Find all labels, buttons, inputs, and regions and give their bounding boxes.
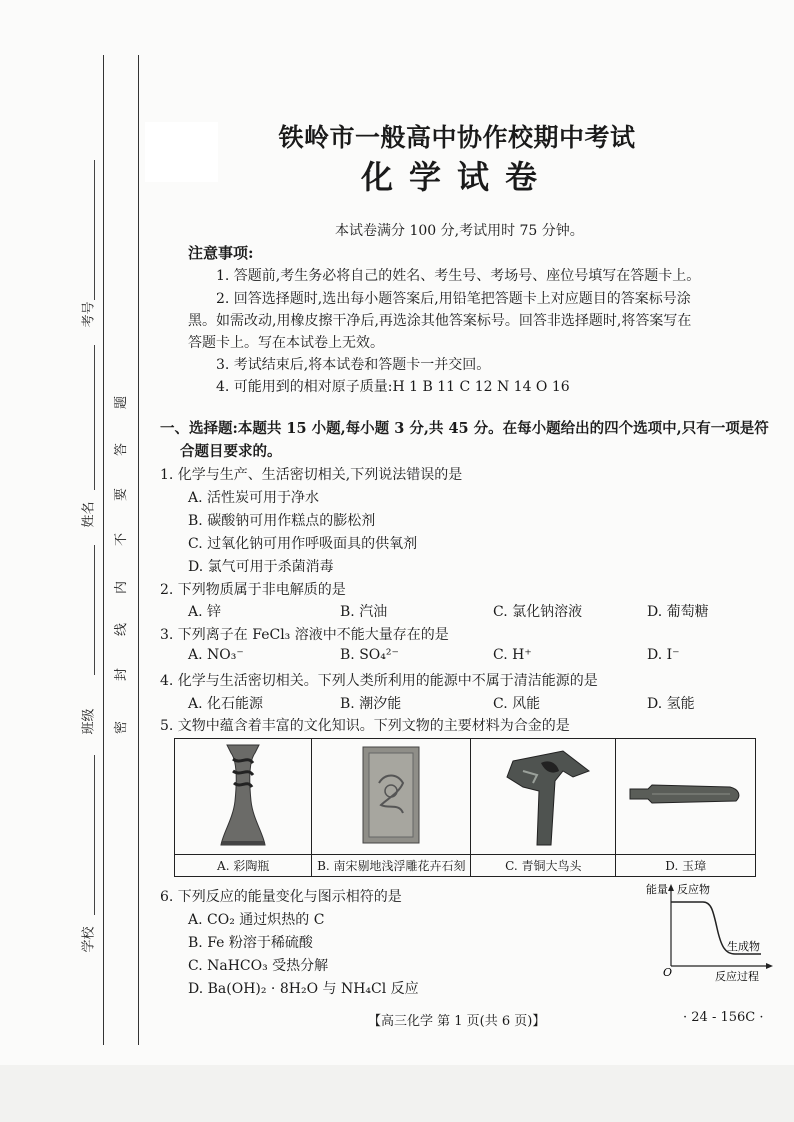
option: D. 葡萄糖 <box>647 604 709 620</box>
bronze-bird-head-image <box>493 741 593 849</box>
option: B. 碳酸钠可用作糕点的膨松剂 <box>188 513 376 529</box>
xuexiao-label: 学校 <box>81 926 97 953</box>
artifact-caption: B. 南宋剔地浅浮雕花卉石刻 <box>312 855 471 877</box>
artifact-cell <box>175 739 312 855</box>
product-label: 生成物 <box>727 940 760 953</box>
gutter-line-outer <box>103 55 104 1045</box>
option: B. SO₄²⁻ <box>340 647 399 663</box>
origin-label: O <box>663 966 673 979</box>
option: C. 氯化钠溶液 <box>493 604 583 620</box>
option: B. Fe 粉溶于稀硫酸 <box>188 935 313 951</box>
section-heading-cont: 合题目要求的。 <box>180 443 282 460</box>
option: A. 化石能源 <box>188 696 264 712</box>
question-stem: 4. 化学与生活密切相关。下列人类所利用的能源中不属于清洁能源的是 <box>160 673 598 689</box>
reaction-process-label: 反应过程 <box>715 970 759 983</box>
notice-line: 答题卡上。写在本试卷上无效。 <box>188 335 384 351</box>
artifact-caption: D. 玉璋 <box>616 855 756 877</box>
option: C. NaHCO₃ 受热分解 <box>188 958 329 974</box>
seal-char: 封 <box>114 667 130 682</box>
question-stem: 1. 化学与生产、生活密切相关,下列说法错误的是 <box>160 467 463 483</box>
xingming-label: 姓名 <box>81 501 97 528</box>
option: B. 汽油 <box>340 604 388 620</box>
option: D. 氢能 <box>647 696 695 712</box>
section-heading: 一、选择题:本题共 15 小题,每小题 3 分,共 45 分。在每小题给出的四个选项中,只有一项是符 <box>160 420 769 437</box>
notice-line: 3. 考试结束后,将本试卷和答题卡一并交回。 <box>216 357 491 373</box>
option: C. 过氧化钠可用作呼吸面具的供氧剂 <box>188 536 418 552</box>
option: D. 氯气可用于杀菌消毒 <box>188 559 334 575</box>
gutter-line-inner <box>138 55 139 1045</box>
artifact-cell <box>471 739 616 855</box>
notice-line: 1. 答题前,考生务必将自己的姓名、考生号、考场号、座位号填写在答题卡上。 <box>216 268 701 284</box>
artifact-cell <box>312 739 471 855</box>
notice-line: 2. 回答选择题时,选出每小题答案后,用铅笔把答题卡上对应题目的答案标号涂 <box>216 291 691 307</box>
banji-label: 班级 <box>81 708 97 735</box>
intro-line: 本试卷满分 100 分,考试用时 75 分钟。 <box>335 223 584 239</box>
seal-char: 答 <box>114 442 130 457</box>
question-stem: 3. 下列离子在 FeCl₃ 溶液中不能大量存在的是 <box>160 627 449 643</box>
xuexiao-field-line <box>94 755 95 915</box>
option: C. H⁺ <box>493 647 532 663</box>
jade-zhang-image <box>626 775 746 815</box>
kaohao-label: 考号 <box>81 301 97 328</box>
artifact-caption: A. 彩陶瓶 <box>175 855 312 877</box>
option: A. NO₃⁻ <box>188 647 244 663</box>
reactant-label: 反应物 <box>677 883 710 896</box>
artifact-caption: C. 青铜大鸟头 <box>471 855 616 877</box>
notice-heading: 注意事项: <box>188 244 254 262</box>
artifact-cell <box>616 739 756 855</box>
question-stem: 6. 下列反应的能量变化与图示相符的是 <box>160 889 402 905</box>
question-stem: 5. 文物中蕴含着丰富的文化知识。下列文物的主要材料为合金的是 <box>160 718 570 734</box>
seal-char: 题 <box>114 395 130 410</box>
option: D. I⁻ <box>647 647 680 663</box>
notice-line: 4. 可能用到的相对原子质量:H 1 B 11 C 12 N 14 O 16 <box>216 379 570 395</box>
seal-char: 不 <box>114 532 130 547</box>
seal-char: 要 <box>114 487 130 502</box>
painted-pottery-vase-image <box>213 741 273 849</box>
footer-page-info: 【高三化学 第 1 页(共 6 页)】 <box>368 1014 546 1029</box>
artifact-table <box>174 738 756 877</box>
option: A. 活性炭可用于净水 <box>188 490 320 506</box>
exam-title: 铁岭市一般高中协作校期中考试 <box>278 123 636 152</box>
notice-line: 黑。如需改动,用橡皮擦干净后,再选涂其他答案标号。回答非选择题时,将答案写在 <box>188 313 692 329</box>
energy-axis-label: 能量 <box>646 883 668 896</box>
option: A. CO₂ 通过炽热的 C <box>188 912 325 928</box>
seal-char: 密 <box>114 720 130 735</box>
option: B. 潮汐能 <box>340 696 402 712</box>
banji-field-line <box>94 545 95 675</box>
footer-code: · 24 - 156C · <box>683 1010 764 1025</box>
energy-diagram <box>645 882 775 984</box>
stone-carving-image <box>359 743 423 847</box>
seal-char: 线 <box>114 622 130 637</box>
seal-char: 内 <box>114 580 130 595</box>
exam-subtitle: 化学试卷 <box>360 158 553 196</box>
question-stem: 2. 下列物质属于非电解质的是 <box>160 582 346 598</box>
option: D. Ba(OH)₂ · 8H₂O 与 NH₄Cl 反应 <box>188 981 419 997</box>
xingming-field-line <box>94 345 95 490</box>
option: A. 锌 <box>188 604 222 620</box>
option: C. 风能 <box>493 696 541 712</box>
